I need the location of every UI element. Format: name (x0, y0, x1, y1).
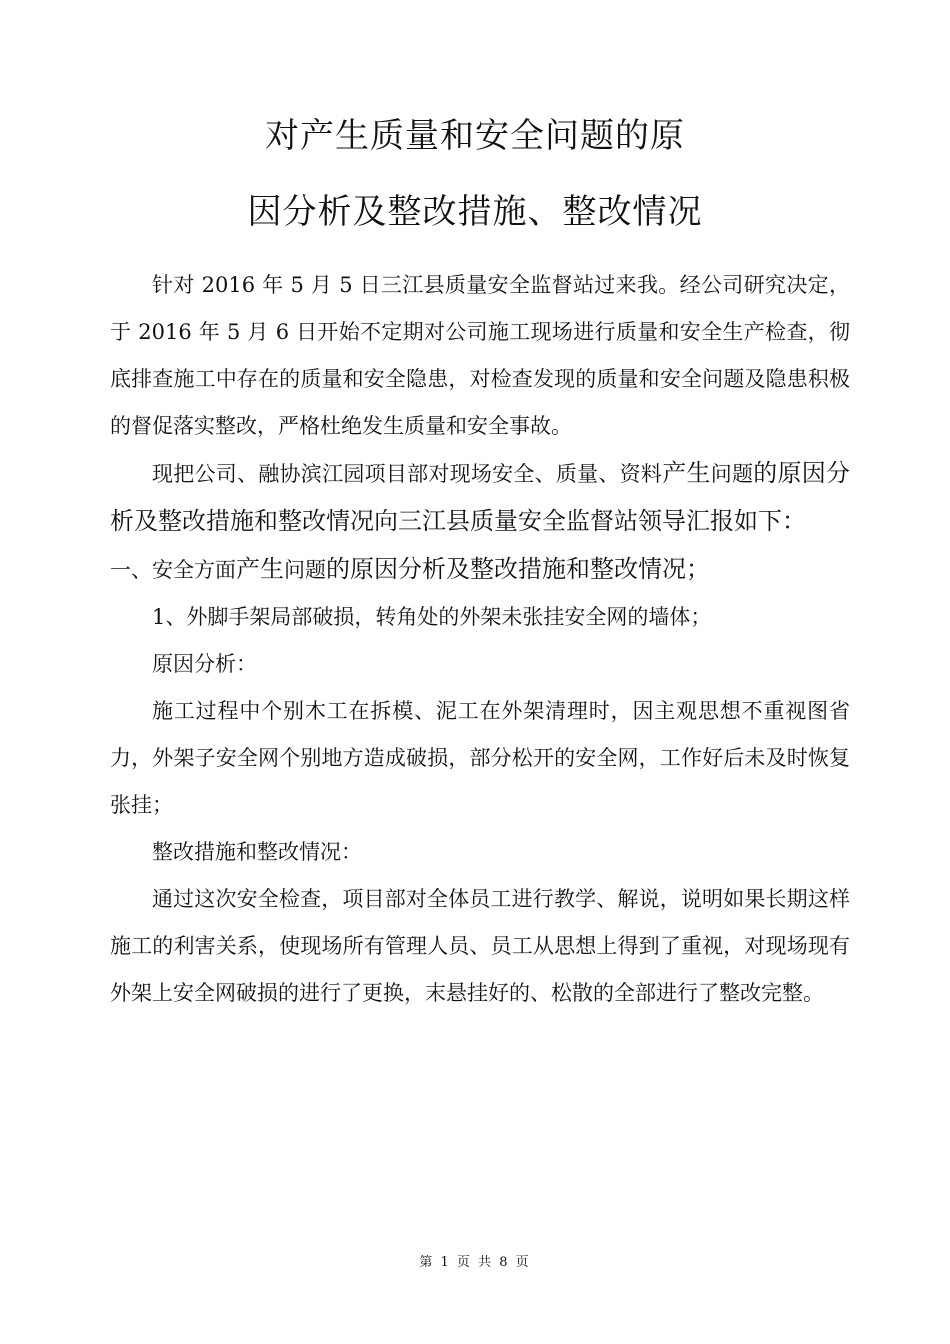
section-heading-part-d: 的原因分析及整改措施和整改情况； (326, 555, 710, 583)
paragraph-report (110, 450, 850, 546)
rectification-text: 通过这次安全检查，项目部对全体员工进行教学、解说，说明如果长期这样施工的利害关系，使现场所有管理人员、员工从思想上得到了重视，对现场现有外架上安全网破损的进行了更换，末悬挂好的、松散的全部进行了整改完整。 (110, 887, 850, 1005)
paragraph-report-part-a: 现把公司、融协滨江园项目部对现场安全、质量、资料 (152, 462, 663, 486)
rectification-label: 整改措施和整改情况： (152, 840, 362, 864)
document-title-line-2: 因分析及整改措施、整改情况 (247, 192, 703, 232)
paragraph-report-part-c: 问题 (710, 462, 754, 486)
cause-analysis-text: 施工过程中个别木工在拆模、泥工在外架清理时，因主观思想不重视图省力，外架子安全网个别地方造成破损，部分松开的安全网，工作好后未及时恢复张挂； (110, 699, 850, 817)
list-item-1: 1、外脚手架局部破损，转角处的外架未张挂安全网的墙体； (152, 605, 712, 629)
paragraph-intro: 针对 2016 年 5 月 5 日三江县质量安全监督站过来我。经公司研究决定，于 2016 年 5 月 6 日开始不定期对公司施工现场进行质量和安全生产检查，彻底排查施工中存在的质量和安全隐患，对检查发现的质量和安全问题及隐患积极的督促落实整改，严格杜绝发生质量和安全事故。 (110, 273, 850, 438)
section-heading-part-c: 问题 (284, 558, 326, 582)
paragraph-report-part-d: 的原因分析及整改措施和整改情况向三江县质量安全监督站领导汇报如下： (110, 459, 851, 535)
document-body (110, 262, 850, 1017)
page-footer: 第 1 页 共 8 页 (419, 1255, 531, 1270)
cause-analysis-label: 原因分析： (152, 652, 257, 676)
section-heading-part-b: 产生 (236, 555, 284, 583)
paragraph-report-part-b: 产生 (662, 459, 711, 487)
document-title-line-1: 对产生质量和安全问题的原 (265, 116, 685, 156)
section-heading-part-a: 一、安全方面 (110, 558, 236, 582)
section-heading-safety (110, 546, 850, 594)
